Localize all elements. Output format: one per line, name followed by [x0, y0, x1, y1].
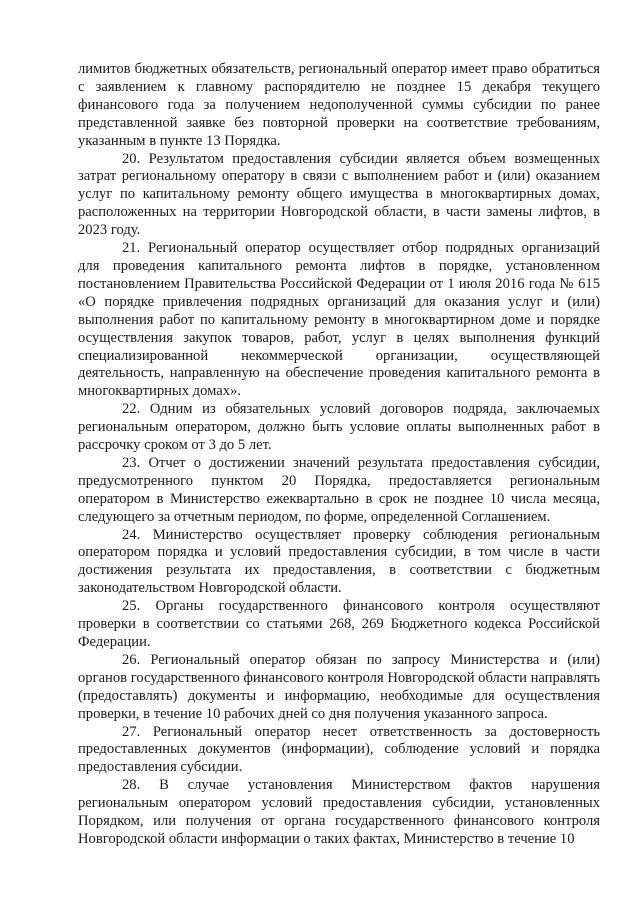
paragraph-26: 26. Региональный оператор обязан по запросу Министерства и (или) органов государственного финансового контроля Новгородской области направлять (предоставлять) документы и информацию, необходимые для осуществления проверки, в течение 10 рабочих дней со дня получения указанного запроса.: [78, 651, 600, 722]
paragraph-continuation-19: лимитов бюджетных обязательств, региональный оператор имеет право обратиться с заявлением к главному распорядителю не позднее 15 декабря текущего финансового года за получением недополученной суммы субсидии по ранее представленной заявке без повторной проверки на соответствие требованиям, указанным в пункте 13 Порядка.: [78, 61, 600, 149]
paragraph-22: 22. Одним из обязательных условий договоров подряда, заключаемых региональным оператором, должно быть условие оплаты выполненных работ в рассрочку сроком от 3 до 5 лет.: [78, 401, 600, 454]
document-body: [78, 61, 600, 849]
paragraph-27: 27. Региональный оператор несет ответственность за достоверность предоставленных документов (информации), соблюдение условий и порядка предоставления субсидии.: [78, 723, 600, 776]
paragraph-20: 20. Результатом предоставления субсидии является объем возмещенных затрат региональному оператору в связи с выполнением работ и (или) оказанием услуг по капитальному ремонту общего имущества в многоквартирных домах, расположенных на территории Новгородской области, в части замены лифтов, в 2023 году.: [78, 150, 600, 239]
paragraph-28: 28. В случае установления Министерством фактов нарушения региональным оператором условий предоставления субсидии, установленных Порядком, или получения от органа государственного финансового контроля Новгородской области информации о таких фактах, Министерство в течение 10: [78, 777, 600, 847]
paragraph-23: 23. Отчет о достижении значений результата предоставления субсидии, предусмотренного пунктом 20 Порядка, предоставляется региональным оператором в Министерство ежеквартально в срок не позднее 10 числа месяца, следующего за отчетным периодом, по форме, определенной Соглашением.: [78, 454, 600, 525]
paragraph-25: 25. Органы государственного финансового контроля осуществляют проверки в соответствии со статьями 268, 269 Бюджетного кодекса Российской Федерации.: [78, 598, 600, 650]
paragraph-21: 21. Региональный оператор осуществляет отбор подрядных организаций для проведения капитального ремонта лифтов в порядке, установленном постановлением Правительства Российской Федерации от 1 июля 2016 года № 615 «О порядке привлечения подрядных организаций для оказания услуг и (или) выполнения работ по капитальному ремонту в многоквартирном доме и порядке осуществления закупок товаров, работ, услуг в целях выполнения функций специализированной некоммерческой организации, осуществляющей деятельность, направленную на обеспечение проведения капитального ремонта в многоквартирных домах».: [78, 240, 600, 400]
paragraph-24: 24. Министерство осуществляет проверку соблюдения региональным оператором порядка и условий предоставления субсидии, в том числе в части достижения результата их предоставления, в соответствии с бюджетным законодательством Новгородской области.: [78, 526, 600, 597]
